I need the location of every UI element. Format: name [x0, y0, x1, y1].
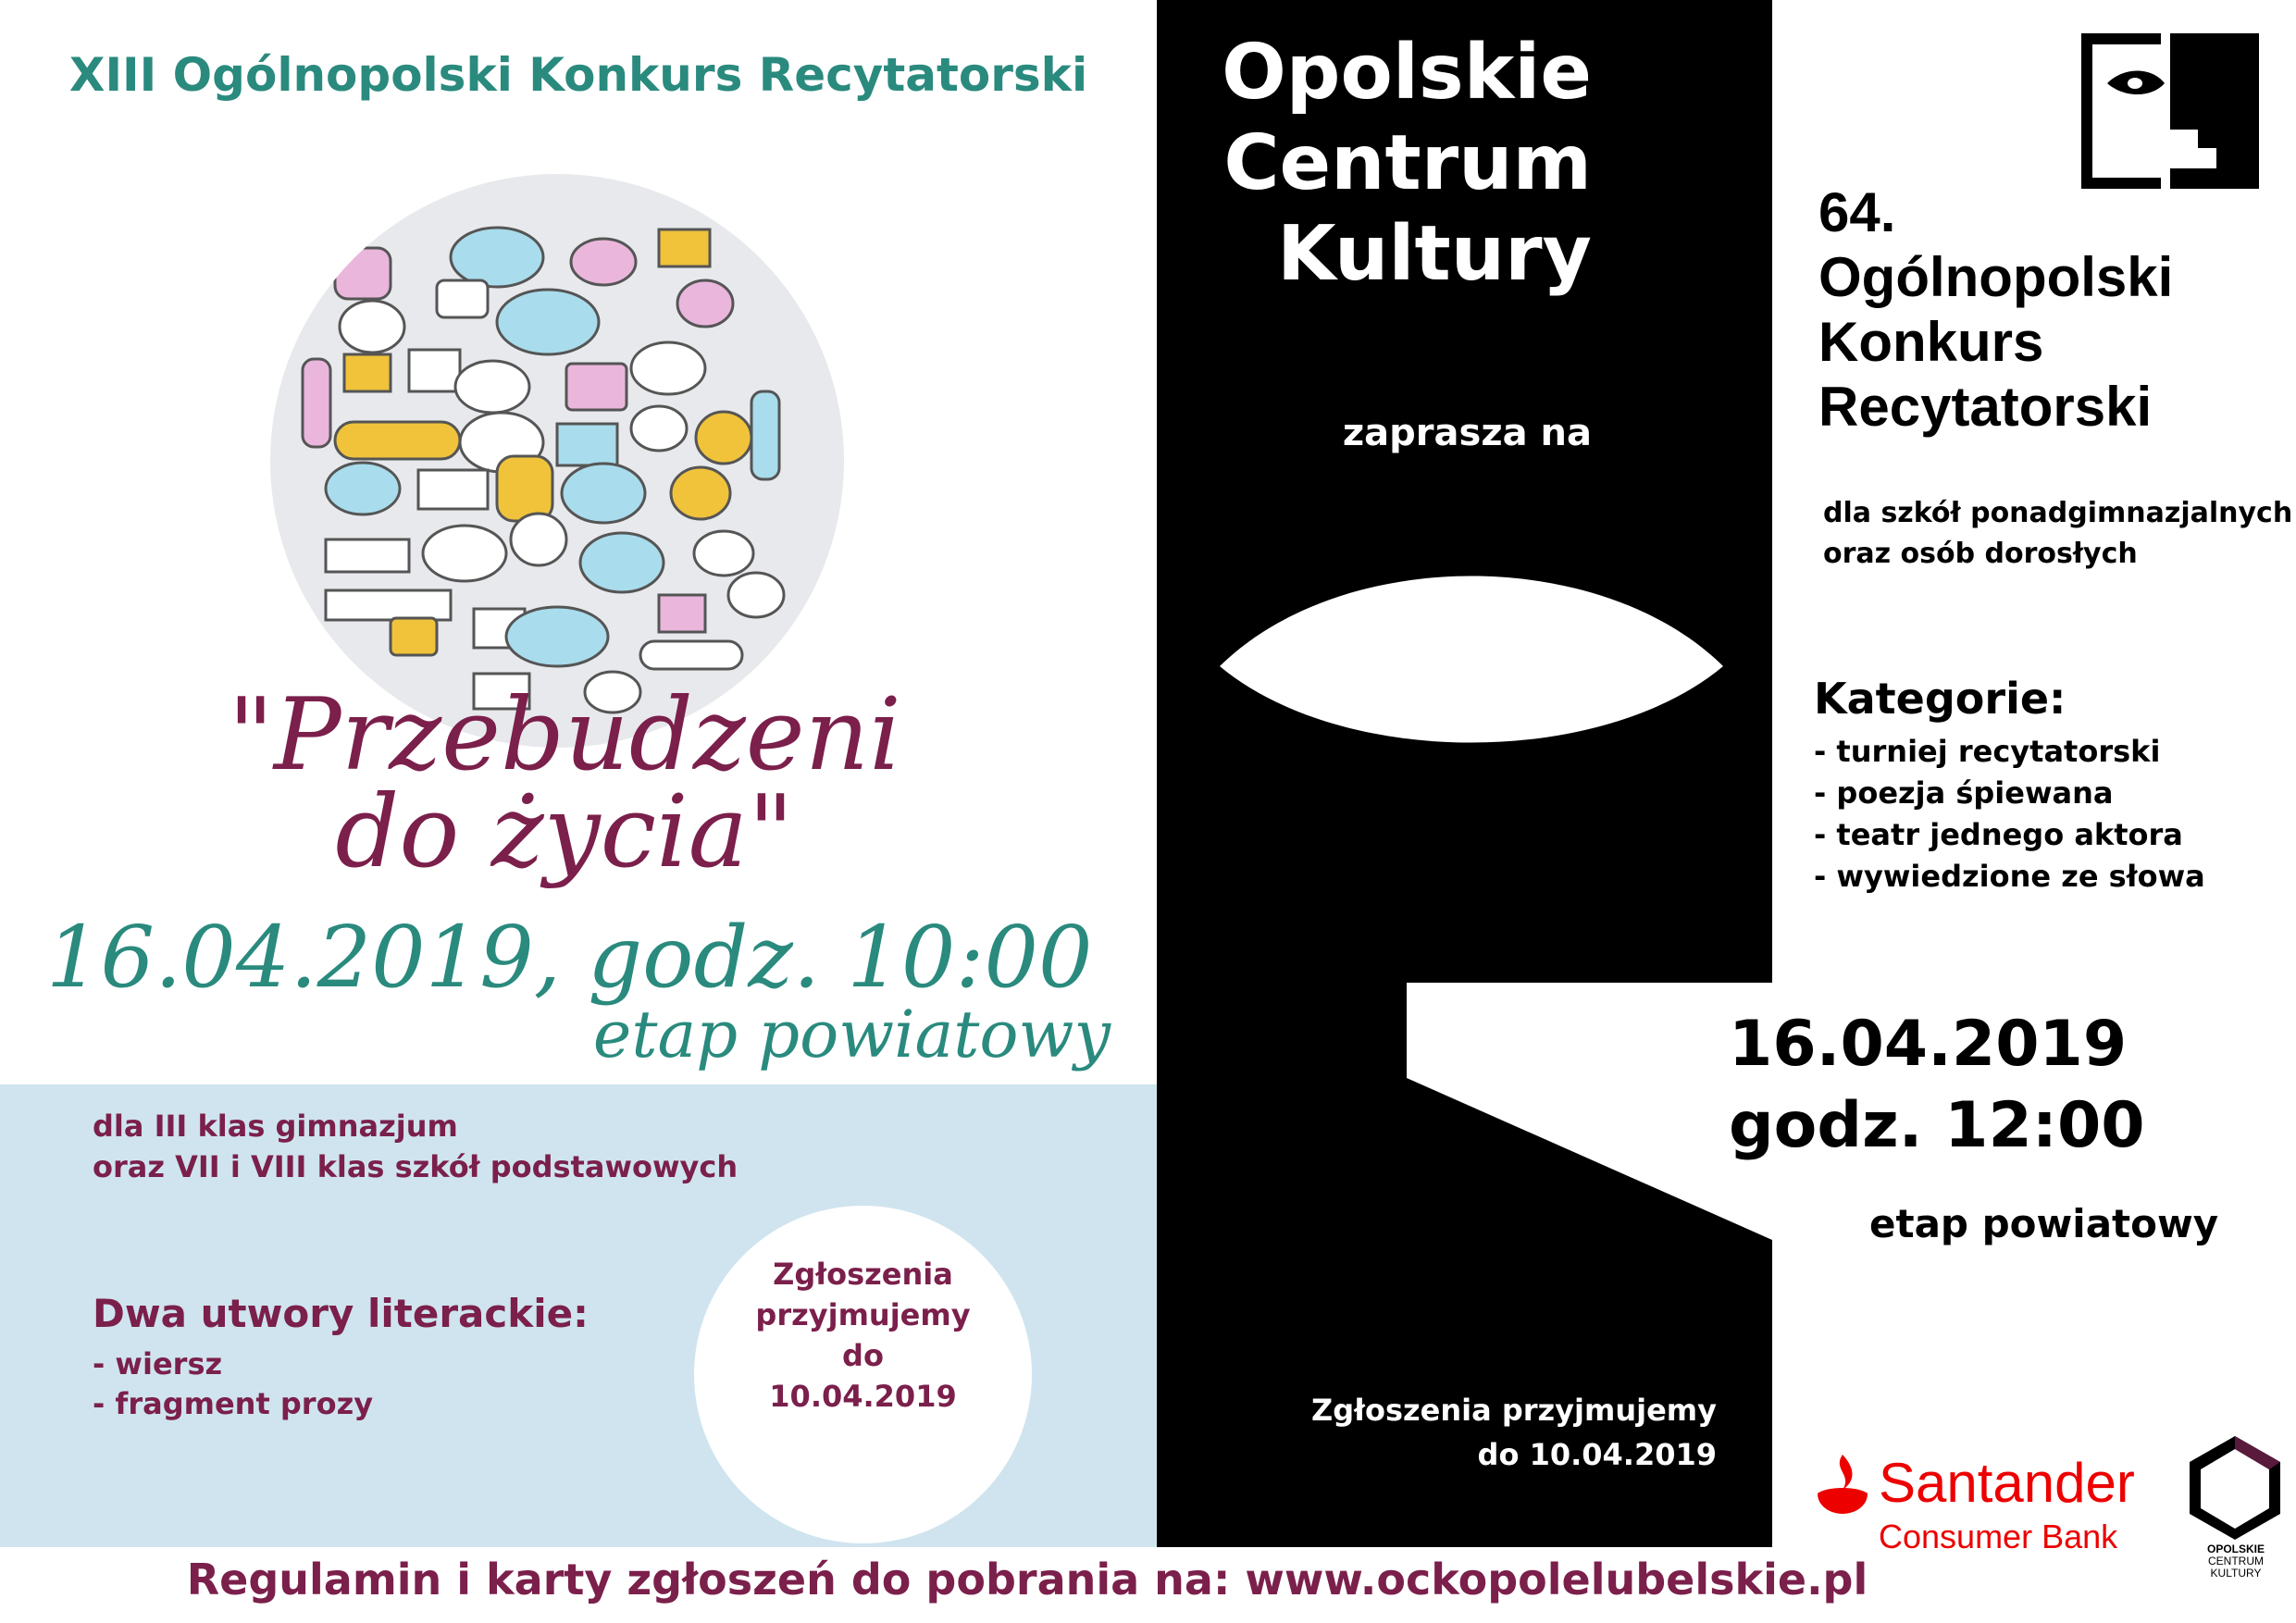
left-audience-line1: dla III klas gimnazjum — [93, 1109, 458, 1144]
contest-name-line1: Ogólnopolski — [1818, 246, 2174, 308]
category-item: - wywiedzione ze słowa — [1814, 859, 2205, 894]
footer-download-info: Regulamin i karty zgłoszeń do pobrania na: www.ockopolelubelskie.pl — [186, 1555, 1868, 1604]
event-title-line1: "Przebudzeni — [228, 677, 901, 793]
invites-text: zaprasza na — [1342, 412, 1592, 454]
category-item: - poezja śpiewana — [1814, 775, 2114, 811]
deadline-circle-text — [694, 1254, 1032, 1417]
center-deadline — [1166, 1388, 1717, 1477]
deadline-circle-line1: Zgłoszenia — [773, 1257, 953, 1292]
works-item: - wiersz — [93, 1346, 223, 1381]
ock-logo-line3: KULTURY — [2210, 1567, 2262, 1580]
category-item: - teatr jednego aktora — [1814, 817, 2183, 852]
deadline-circle-line3: do — [842, 1338, 884, 1373]
center-deadline-line1: Zgłoszenia przyjmujemy — [1311, 1393, 1717, 1428]
contest-edition: 64. — [1818, 181, 1896, 243]
contest-name — [1818, 245, 2173, 440]
right-audience — [1823, 493, 2292, 575]
works-heading: Dwa utwory literackie: — [93, 1291, 589, 1336]
deadline-circle-line2: przyjmujemy — [755, 1297, 971, 1332]
org-name-line3: Kultury — [1276, 210, 1592, 298]
ock-logo-text — [2171, 1543, 2296, 1580]
right-stage: etap powiatowy — [1869, 1201, 2219, 1246]
santander-sub: Consumer Bank — [1879, 1518, 2118, 1555]
left-heading: XIII Ogólnopolski Konkurs Recytatorski — [68, 48, 1088, 102]
contest-name-line2: Konkurs — [1818, 311, 2044, 373]
santander-flame-icon — [1814, 1453, 1871, 1518]
deadline-circle-line4: 10.04.2019 — [769, 1379, 957, 1414]
left-stage: etap powiatowy — [592, 997, 1111, 1072]
org-name — [1166, 28, 1592, 300]
ock-logo-line1: OPOLSKIE — [2206, 1542, 2265, 1555]
org-name-line2: Centrum — [1223, 119, 1592, 207]
left-audience-line2: oraz VII i VIII klas szkół podstawowych — [93, 1149, 738, 1184]
right-audience-line2: oraz osób dorosłych — [1823, 538, 2138, 570]
left-event-date: 16.04.2019, godz. 10:00 — [46, 908, 1093, 1007]
center-deadline-line2: do 10.04.2019 — [1477, 1437, 1717, 1472]
right-event-time: godz. 12:00 — [1729, 1089, 2145, 1162]
speech-bubbles-art — [270, 174, 844, 748]
right-event-datetime — [1729, 1004, 2145, 1167]
contest-logo — [2078, 30, 2263, 192]
event-title-line2: do życia" — [335, 774, 794, 890]
ock-logo-line2: CENTRUM — [2208, 1555, 2264, 1567]
speech-bubbles-illustration — [270, 174, 844, 748]
categories-heading: Kategorie: — [1814, 674, 2066, 724]
category-item: - turniej recytatorski — [1814, 734, 2161, 769]
categories-list — [1814, 731, 2205, 898]
contest-name-line3: Recytatorski — [1818, 376, 2153, 438]
org-name-line1: Opolskie — [1222, 29, 1592, 117]
right-audience-line1: dla szkół ponadgimnazjalnych — [1823, 497, 2293, 529]
right-event-date: 16.04.2019 — [1729, 1008, 2128, 1081]
santander-name: Santander — [1879, 1452, 2135, 1514]
works-item: - fragment prozy — [93, 1386, 374, 1421]
ock-logo-icon — [2184, 1432, 2286, 1543]
